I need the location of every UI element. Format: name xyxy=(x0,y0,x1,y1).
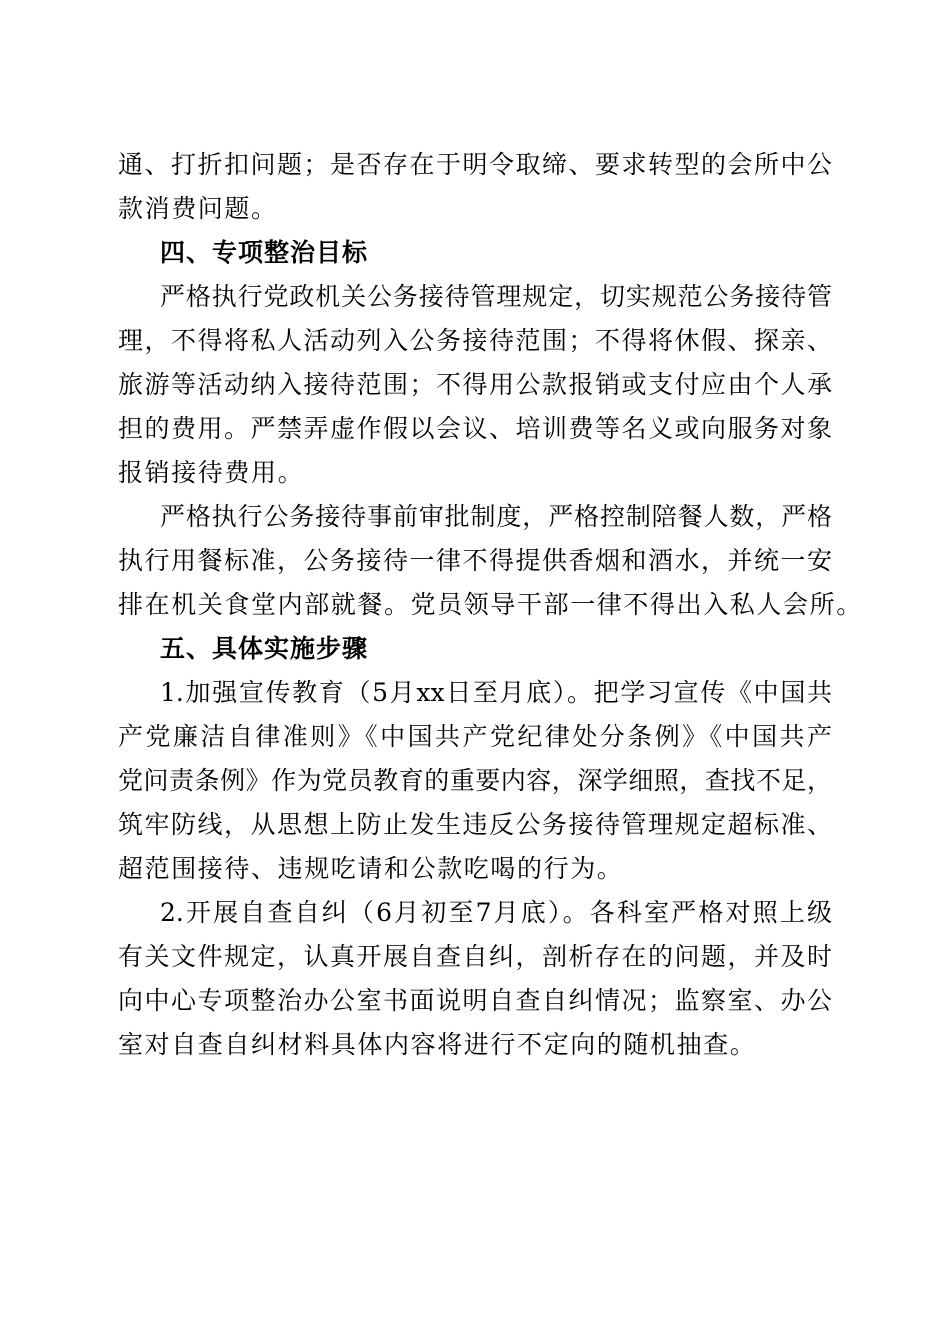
text-line: 理，不得将私人活动列入公务接待范围；不得将休假、探亲、 xyxy=(118,326,832,355)
section-heading-4: 四、专项整治目标 xyxy=(160,238,369,267)
text-line: 严格执行公务接待事前审批制度，严格控制陪餐人数，严格 xyxy=(160,502,832,531)
paragraph-step-2 xyxy=(118,891,832,1067)
text-line: 款消费问题。 xyxy=(118,194,278,223)
paragraph-continuation xyxy=(118,143,832,231)
text-line: 筑牢防线，从思想上防止发生违反公务接待管理规定超标准、 xyxy=(118,810,832,839)
text-line: 向中心专项整治办公室书面说明自查自纠情况；监察室、办公 xyxy=(118,986,832,1015)
text-line: 室对自查自纠材料具体内容将进行不定向的随机抽查。 xyxy=(118,1030,757,1059)
text-line: 通、打折扣问题；是否存在于明令取缔、要求转型的会所中公 xyxy=(118,150,832,179)
text-line: 2.开展自查自纠（6月初至7月底）。各科室严格对照上级 xyxy=(160,898,832,927)
paragraph-reception-rules xyxy=(118,275,832,495)
text-line: 担的费用。严禁弄虚作假以会议、培训费等名义或向服务对象 xyxy=(118,414,832,443)
text-line: 排在机关食堂内部就餐。党员领导干部一律不得出入私人会所。 xyxy=(118,590,863,619)
text-line: 旅游等活动纳入接待范围；不得用公款报销或支付应由个人承 xyxy=(118,370,832,399)
text-line: 有关文件规定，认真开展自查自纠，剖析存在的问题，并及时 xyxy=(118,942,832,971)
text-line: 党问责条例》作为党员教育的重要内容，深学细照，查找不足， xyxy=(118,766,832,795)
text-line: 1.加强宣传教育（5月xx日至月底）。把学习宣传《中国共 xyxy=(160,678,832,707)
text-line: 产党廉洁自律准则》《中国共产党纪律处分条例》《中国共产 xyxy=(118,722,832,751)
text-line: 严格执行党政机关公务接待管理规定，切实规范公务接待管 xyxy=(160,282,832,311)
document-body xyxy=(118,143,863,1067)
text-line: 超范围接待、违规吃请和公款吃喝的行为。 xyxy=(118,854,624,883)
text-line: 执行用餐标准，公务接待一律不得提供香烟和酒水，并统一安 xyxy=(118,546,832,575)
text-line: 报销接待费用。 xyxy=(118,458,305,487)
section-heading-5: 五、具体实施步骤 xyxy=(160,634,369,663)
paragraph-step-1 xyxy=(118,671,832,891)
paragraph-approval-system xyxy=(118,495,863,627)
